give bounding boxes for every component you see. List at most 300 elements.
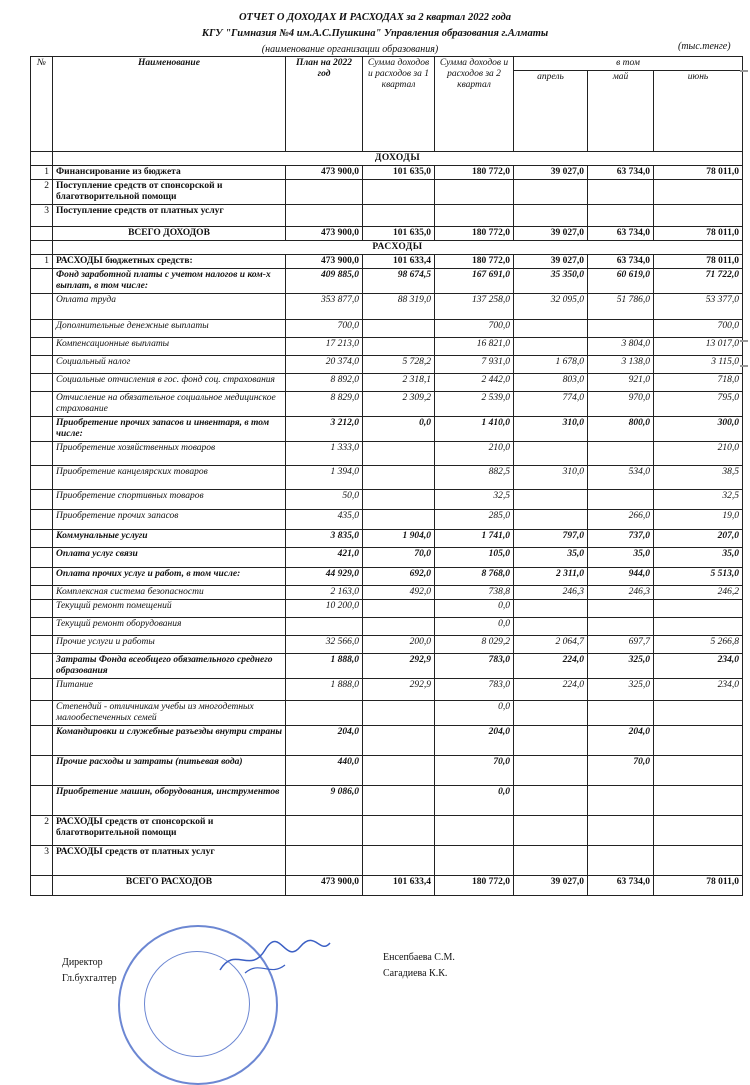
director-name: Енсепбаева С.М.: [383, 952, 455, 963]
cell-q1: 2 309,2: [363, 392, 435, 417]
table-row: [31, 417, 743, 442]
cell-q1: 5 728,2: [363, 356, 435, 374]
cell-plan: [286, 846, 363, 876]
cell-may: 63 734,0: [588, 166, 654, 180]
table-row: [31, 548, 743, 568]
cell-q2: 700,0: [435, 320, 514, 338]
cell-q2: 16 821,0: [435, 338, 514, 356]
cell-q2: 7 931,0: [435, 356, 514, 374]
cell-plan: 473 900,0: [286, 227, 363, 241]
cell-plan: [286, 180, 363, 205]
cell-plan: 473 900,0: [286, 876, 363, 896]
units-label: (тыс.тенге): [678, 41, 731, 52]
cell-q2: 285,0: [435, 510, 514, 530]
cell-apr: 2 311,0: [514, 568, 588, 586]
cell-apr: [514, 442, 588, 466]
cell-may: 325,0: [588, 679, 654, 701]
cell-q2: 137 258,0: [435, 294, 514, 320]
cell-jun: 718,0: [654, 374, 743, 392]
cell-apr: 2 064,7: [514, 636, 588, 654]
cell-num: [31, 530, 53, 548]
cell-name: Дополнительные денежные выплаты: [53, 320, 286, 338]
cell-apr: 39 027,0: [514, 876, 588, 896]
cell-may: 3 138,0: [588, 356, 654, 374]
cell-q2: 738,8: [435, 586, 514, 600]
cell-apr: 1 678,0: [514, 356, 588, 374]
cell-q2: 70,0: [435, 756, 514, 786]
accountant-label: Гл.бухгалтер: [62, 973, 117, 984]
cell-plan: 17 213,0: [286, 338, 363, 356]
cell-jun: 700,0: [654, 320, 743, 338]
cell-num: [31, 417, 53, 442]
cell-may: [588, 442, 654, 466]
header-apr: апрель: [514, 71, 588, 152]
cell-jun: 246,2: [654, 586, 743, 600]
cell-num: [31, 654, 53, 679]
cell-q1: [363, 338, 435, 356]
cell-apr: [514, 756, 588, 786]
cell-name: Оплата труда: [53, 294, 286, 320]
cell-may: 697,7: [588, 636, 654, 654]
cell-jun: 71 722,0: [654, 269, 743, 294]
cell-apr: [514, 510, 588, 530]
cell-num: [31, 227, 53, 241]
cell-q2: 8 768,0: [435, 568, 514, 586]
cell-plan: 435,0: [286, 510, 363, 530]
header-incl: в том: [514, 57, 743, 71]
cell-jun: [654, 756, 743, 786]
cell-jun: 300,0: [654, 417, 743, 442]
cell-may: [588, 490, 654, 510]
cell-may: [588, 846, 654, 876]
table-row: [31, 568, 743, 586]
cell-name: Приобретение прочих запасов и инвентаря, в том числе:: [53, 417, 286, 442]
cell-q1: 292,9: [363, 654, 435, 679]
cell-apr: [514, 816, 588, 846]
cell-name: Фонд заработной платы с учетом налогов и ком-х выплат, в том числе:: [53, 269, 286, 294]
cell-jun: 78 011,0: [654, 876, 743, 896]
cell-num: [31, 568, 53, 586]
cell-name: Питание: [53, 679, 286, 701]
table-row: [31, 876, 743, 896]
table-row: [31, 726, 743, 756]
cell-name: РАСХОДЫ бюджетных средств:: [53, 255, 286, 269]
section-expenses-row: [31, 241, 743, 255]
cell-jun: 53 377,0: [654, 294, 743, 320]
cell-plan: 440,0: [286, 756, 363, 786]
cell-q1: 101 633,4: [363, 876, 435, 896]
cell-q2: 105,0: [435, 548, 514, 568]
cell-name: Приобретение спортивных товаров: [53, 490, 286, 510]
cell-apr: 39 027,0: [514, 227, 588, 241]
header-q1: Сумма доходов и расходов за 1 квартал: [363, 57, 435, 152]
cell-plan: 2 163,0: [286, 586, 363, 600]
cell-q2: 180 772,0: [435, 227, 514, 241]
cell-jun: 13 017,0: [654, 338, 743, 356]
cell-q1: [363, 756, 435, 786]
table-row: [31, 786, 743, 816]
cell-apr: 803,0: [514, 374, 588, 392]
cell-jun: 19,0: [654, 510, 743, 530]
cell-name: Оплата прочих услуг и работ, в том числе:: [53, 568, 286, 586]
cell-q2: 0,0: [435, 701, 514, 726]
cell-q1: 1 904,0: [363, 530, 435, 548]
cell-plan: 9 086,0: [286, 786, 363, 816]
cell-apr: 310,0: [514, 417, 588, 442]
table-row: [31, 294, 743, 320]
cell-jun: 78 011,0: [654, 255, 743, 269]
cell-num: [31, 618, 53, 636]
cell-q2: 180 772,0: [435, 876, 514, 896]
cell-q1: [363, 510, 435, 530]
cell-plan: 1 888,0: [286, 679, 363, 701]
cell-plan: [286, 205, 363, 227]
cell-jun: 78 011,0: [654, 166, 743, 180]
cell-may: [588, 205, 654, 227]
cell-apr: 32 095,0: [514, 294, 588, 320]
cell-num: 1: [31, 255, 53, 269]
cell-plan: [286, 701, 363, 726]
cell-name: Приобретение машин, оборудования, инструментов: [53, 786, 286, 816]
cell-apr: 246,3: [514, 586, 588, 600]
cell-apr: 310,0: [514, 466, 588, 490]
cell-plan: 421,0: [286, 548, 363, 568]
cell-num: [31, 510, 53, 530]
cell-jun: 234,0: [654, 654, 743, 679]
cell-jun: [654, 846, 743, 876]
cell-name: Социальные отчисления в гос. фонд соц. страхования: [53, 374, 286, 392]
cell-q2: 2 442,0: [435, 374, 514, 392]
cell-may: 325,0: [588, 654, 654, 679]
cell-name: Приобретение канцелярских товаров: [53, 466, 286, 490]
table-row: [31, 338, 743, 356]
cell-jun: 35,0: [654, 548, 743, 568]
table-row: [31, 600, 743, 618]
cell-num: [31, 490, 53, 510]
cell-may: 63 734,0: [588, 255, 654, 269]
cell-q2: 32,5: [435, 490, 514, 510]
cell-may: 63 734,0: [588, 876, 654, 896]
cell-name: Командировки и служебные разъезды внутри страны: [53, 726, 286, 756]
cell-q1: [363, 726, 435, 756]
cell-q2: 0,0: [435, 600, 514, 618]
cell-plan: 409 885,0: [286, 269, 363, 294]
cell-may: 60 619,0: [588, 269, 654, 294]
cell-num: [31, 548, 53, 568]
cell-num: 3: [31, 846, 53, 876]
cell-may: 944,0: [588, 568, 654, 586]
cell-name: Степендий - отличникам учебы из многодетных малообеспеченных семей: [53, 701, 286, 726]
cell-plan: 50,0: [286, 490, 363, 510]
cell-name: Социальный налог: [53, 356, 286, 374]
cell-num: 2: [31, 180, 53, 205]
cell-jun: 795,0: [654, 392, 743, 417]
table-row: [31, 392, 743, 417]
cell-jun: [654, 205, 743, 227]
cell-apr: [514, 726, 588, 756]
cell-q1: 492,0: [363, 586, 435, 600]
table-row: [31, 374, 743, 392]
cell-plan: 700,0: [286, 320, 363, 338]
cell-name: Текущий ремонт помещений: [53, 600, 286, 618]
cell-num: [31, 294, 53, 320]
cell-may: 970,0: [588, 392, 654, 417]
cell-q1: [363, 320, 435, 338]
cell-num: [31, 320, 53, 338]
cell-q2: [435, 816, 514, 846]
cell-plan: 3 835,0: [286, 530, 363, 548]
table-row: [31, 466, 743, 490]
table-row: [31, 530, 743, 548]
cell-plan: 3 212,0: [286, 417, 363, 442]
cell-q1: 0,0: [363, 417, 435, 442]
cell-may: [588, 320, 654, 338]
cell-name: Поступление средств от платных услуг: [53, 205, 286, 227]
table-row: [31, 356, 743, 374]
cell-apr: [514, 618, 588, 636]
report-title: ОТЧЕТ О ДОХОДАХ И РАСХОДАХ за 2 квартал 2022 года: [238, 12, 512, 23]
cell-q1: [363, 701, 435, 726]
cell-jun: 78 011,0: [654, 227, 743, 241]
cell-q1: 200,0: [363, 636, 435, 654]
cell-q2: 2 539,0: [435, 392, 514, 417]
table-row: [31, 269, 743, 294]
cell-num: [31, 356, 53, 374]
cell-plan: 473 900,0: [286, 166, 363, 180]
table-header-row: [31, 57, 743, 71]
cell-num: [31, 466, 53, 490]
cell-apr: [514, 180, 588, 205]
cell-may: 51 786,0: [588, 294, 654, 320]
cell-jun: [654, 726, 743, 756]
cell-may: 534,0: [588, 466, 654, 490]
cell-q1: 692,0: [363, 568, 435, 586]
cell-name: Оплата услуг связи: [53, 548, 286, 568]
cell-apr: [514, 600, 588, 618]
cell-q1: [363, 466, 435, 490]
cell-plan: 44 929,0: [286, 568, 363, 586]
cell-q1: 101 635,0: [363, 227, 435, 241]
cell-q2: [435, 180, 514, 205]
organization-name: КГУ "Гимназия №4 им.А.С.Пушкина" Управления образования г.Алматы: [201, 28, 549, 39]
cell-apr: 797,0: [514, 530, 588, 548]
cell-q1: 70,0: [363, 548, 435, 568]
cell-name: Текущий ремонт оборудования: [53, 618, 286, 636]
cell-num: [31, 679, 53, 701]
cell-apr: [514, 490, 588, 510]
cell-q2: 180 772,0: [435, 255, 514, 269]
cell-num: [31, 600, 53, 618]
cell-num: [31, 876, 53, 896]
table-row: [31, 618, 743, 636]
cell-q1: [363, 442, 435, 466]
table-row: [31, 180, 743, 205]
cell-jun: 5 266,8: [654, 636, 743, 654]
cell-q2: 0,0: [435, 618, 514, 636]
cell-q2: 167 691,0: [435, 269, 514, 294]
cell-plan: 10 200,0: [286, 600, 363, 618]
cell-num: [31, 374, 53, 392]
table-row: [31, 846, 743, 876]
table-row: [31, 701, 743, 726]
cell-num: [31, 701, 53, 726]
cell-may: 737,0: [588, 530, 654, 548]
cell-q2: 882,5: [435, 466, 514, 490]
header-q2: Сумма доходов и расходов за 2 квартал: [435, 57, 514, 152]
cell-may: 63 734,0: [588, 227, 654, 241]
cell-apr: 224,0: [514, 679, 588, 701]
cell-plan: 353 877,0: [286, 294, 363, 320]
cell-apr: [514, 205, 588, 227]
cell-jun: 3 115,0: [654, 356, 743, 374]
header-name: Наименование: [53, 57, 286, 152]
cell-num: [31, 636, 53, 654]
cell-num: 1: [31, 166, 53, 180]
cell-may: [588, 600, 654, 618]
cell-q1: [363, 490, 435, 510]
cell-name: Компенсационные выплаты: [53, 338, 286, 356]
cell-q2: 0,0: [435, 786, 514, 816]
cell-jun: 207,0: [654, 530, 743, 548]
header-plan: План на 2022 год: [286, 57, 363, 152]
cell-plan: 20 374,0: [286, 356, 363, 374]
section-title: РАСХОДЫ: [53, 241, 743, 255]
cell-plan: 473 900,0: [286, 255, 363, 269]
cell-q2: 8 029,2: [435, 636, 514, 654]
table-row: [31, 586, 743, 600]
cell-apr: [514, 786, 588, 816]
cell-num: [31, 586, 53, 600]
organization-note: (наименование организации образования): [261, 44, 439, 55]
cell-name: Отчисление на обязательное социальное медицинское страхование: [53, 392, 286, 417]
cell-plan: 32 566,0: [286, 636, 363, 654]
cell-jun: 210,0: [654, 442, 743, 466]
cell-jun: [654, 786, 743, 816]
table-row: [31, 255, 743, 269]
cell-num: [31, 392, 53, 417]
header-num: №: [31, 57, 53, 152]
cell-may: 800,0: [588, 417, 654, 442]
cell-q1: [363, 786, 435, 816]
accountant-name: Сагадиева К.К.: [383, 968, 448, 979]
cell-plan: [286, 618, 363, 636]
cell-jun: [654, 618, 743, 636]
cell-apr: [514, 338, 588, 356]
cell-q1: 98 674,5: [363, 269, 435, 294]
signature-image: [215, 935, 335, 980]
cell-name: Финансирование из бюджета: [53, 166, 286, 180]
cell-may: [588, 816, 654, 846]
cell-num: [31, 338, 53, 356]
table-row: [31, 442, 743, 466]
cell-q1: [363, 846, 435, 876]
cell-plan: 8 829,0: [286, 392, 363, 417]
cell-plan: [286, 816, 363, 846]
cell-may: 246,3: [588, 586, 654, 600]
table-row: [31, 816, 743, 846]
cell-may: 266,0: [588, 510, 654, 530]
cell-q2: [435, 846, 514, 876]
cell-q2: 180 772,0: [435, 166, 514, 180]
cell-jun: [654, 701, 743, 726]
cell-q1: 2 318,1: [363, 374, 435, 392]
cell-jun: 38,5: [654, 466, 743, 490]
scan-edge-mark: [740, 70, 748, 72]
cell-q1: [363, 180, 435, 205]
cell-name: ВСЕГО РАСХОДОВ: [53, 876, 286, 896]
table-row: [31, 679, 743, 701]
cell-may: 921,0: [588, 374, 654, 392]
cell-name: Коммунальные услуги: [53, 530, 286, 548]
table-row: [31, 654, 743, 679]
cell-may: [588, 786, 654, 816]
cell-plan: 8 892,0: [286, 374, 363, 392]
cell-apr: [514, 846, 588, 876]
cell-q2: 1 741,0: [435, 530, 514, 548]
cell-jun: 32,5: [654, 490, 743, 510]
cell-q1: 101 635,0: [363, 166, 435, 180]
table-row: [31, 320, 743, 338]
cell-apr: [514, 701, 588, 726]
section-income-row: [31, 152, 743, 166]
cell-may: 35,0: [588, 548, 654, 568]
cell-num: [31, 756, 53, 786]
cell-may: [588, 701, 654, 726]
cell-plan: 204,0: [286, 726, 363, 756]
cell-name: РАСХОДЫ средств от платных услуг: [53, 846, 286, 876]
cell-plan: 1 394,0: [286, 466, 363, 490]
cell-apr: 35 350,0: [514, 269, 588, 294]
cell-jun: 5 513,0: [654, 568, 743, 586]
cell-apr: 224,0: [514, 654, 588, 679]
header-jun: июнь: [654, 71, 743, 152]
table-row: [31, 166, 743, 180]
table-row: [31, 636, 743, 654]
cell-jun: 234,0: [654, 679, 743, 701]
cell-q1: [363, 600, 435, 618]
cell-q1: [363, 816, 435, 846]
cell-q1: 292,9: [363, 679, 435, 701]
cell-num: [31, 442, 53, 466]
table-row: [31, 205, 743, 227]
cell-q1: [363, 205, 435, 227]
cell-q2: 1 410,0: [435, 417, 514, 442]
cell-num: [31, 726, 53, 756]
director-label: Директор: [62, 957, 103, 968]
cell-q1: 101 633,4: [363, 255, 435, 269]
cell-may: [588, 180, 654, 205]
cell-plan: 1 333,0: [286, 442, 363, 466]
table-row: [31, 227, 743, 241]
cell-jun: [654, 180, 743, 205]
cell-q1: [363, 618, 435, 636]
cell-apr: 39 027,0: [514, 255, 588, 269]
section-num-cell: [31, 241, 53, 255]
header-may: май: [588, 71, 654, 152]
cell-name: Приобретение хозяйственных товаров: [53, 442, 286, 466]
cell-apr: 39 027,0: [514, 166, 588, 180]
cell-apr: 35,0: [514, 548, 588, 568]
cell-q2: 783,0: [435, 679, 514, 701]
cell-may: 204,0: [588, 726, 654, 756]
cell-apr: [514, 320, 588, 338]
cell-q1: 88 319,0: [363, 294, 435, 320]
cell-name: Прочие услуги и работы: [53, 636, 286, 654]
scan-edge-mark: [740, 340, 748, 342]
cell-name: Приобретение прочих запасов: [53, 510, 286, 530]
cell-num: [31, 269, 53, 294]
cell-name: Поступление средств от спонсорской и благотворительной помощи: [53, 180, 286, 205]
